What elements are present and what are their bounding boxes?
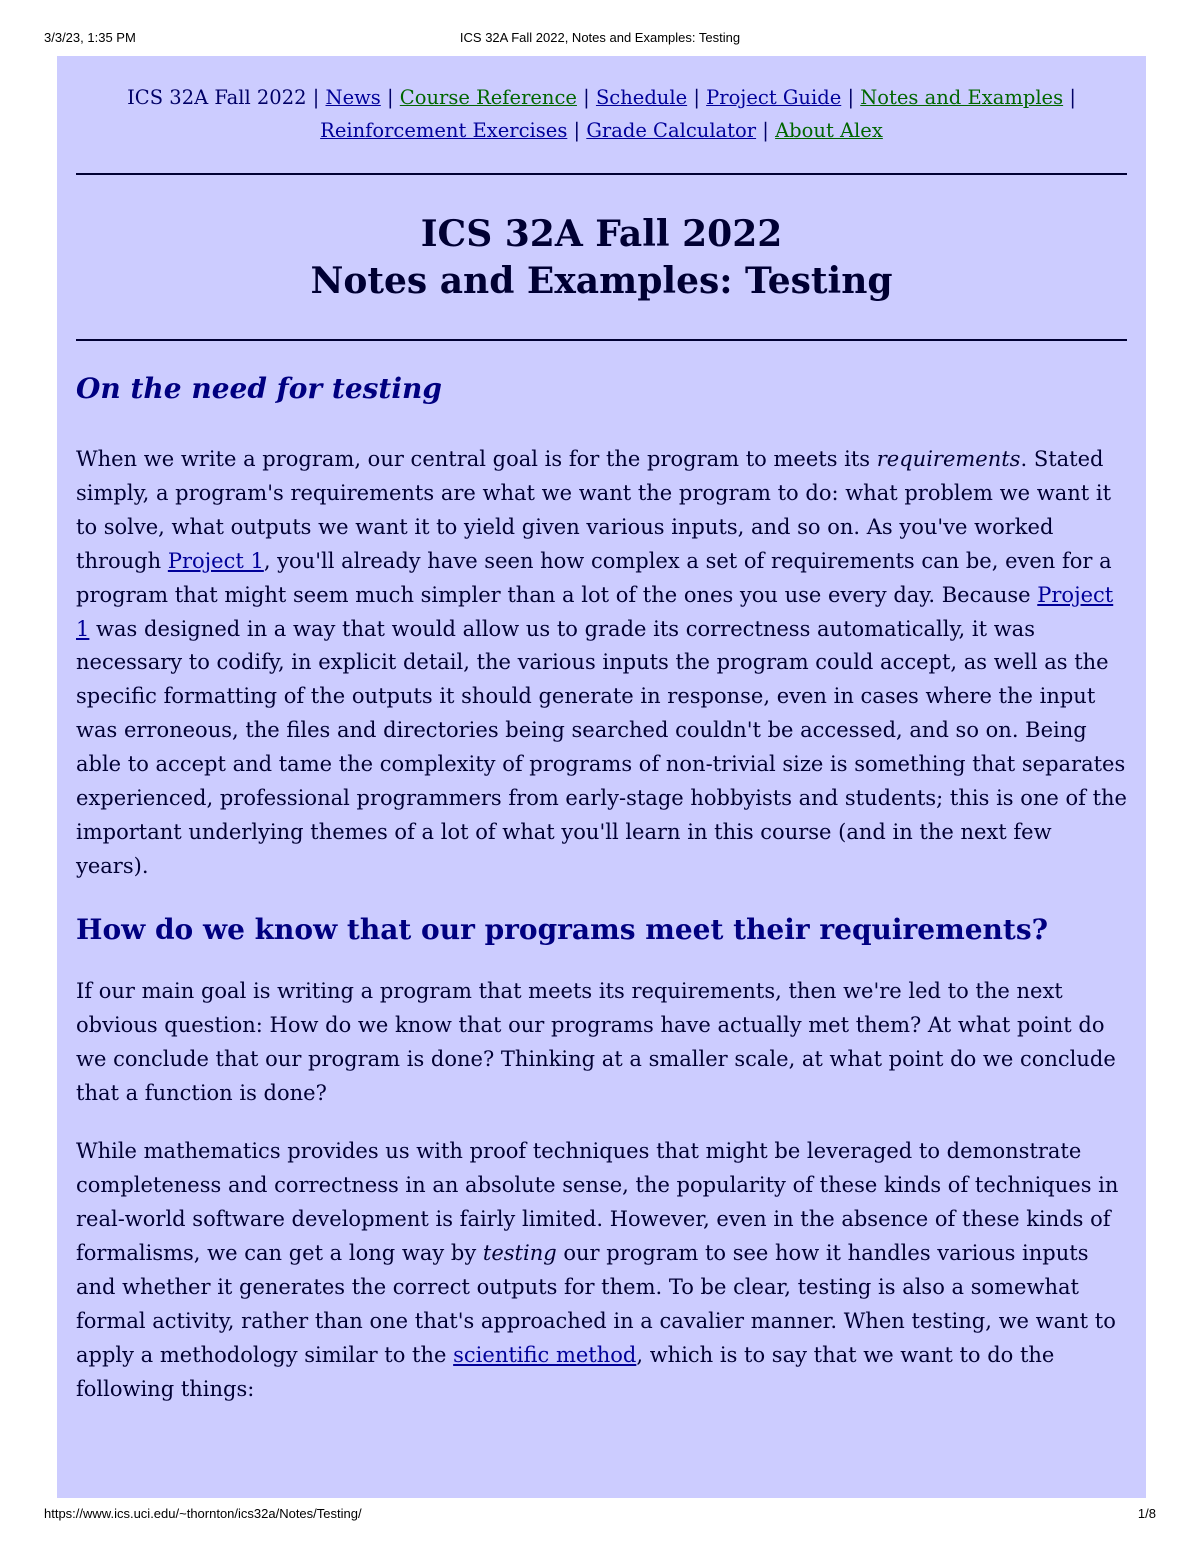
print-header (44, 30, 1156, 50)
title-divider-bottom (76, 339, 1127, 341)
nav-link-about-alex[interactable]: About Alex (775, 119, 883, 142)
section-heading-meet-requirements: How do we know that our programs meet their requirements? (76, 912, 1048, 946)
paragraph-text: , which is to say that we want to do the following things: (76, 1342, 1055, 1401)
nav-link-schedule[interactable]: Schedule (595, 86, 688, 109)
print-url: https://www.ics.uci.edu/~thornton/ics32a/Notes/Testing/ (44, 1506, 362, 1521)
nav-link-course-reference[interactable]: Course Reference (399, 86, 577, 109)
link-scientific-method[interactable]: scientific method (453, 1342, 637, 1367)
section-paragraph: If our main goal is writing a program that meets its requirements, then we're led to the next obvious question: How do we know that our programs have actually met them? At what point do we conclude that our program is done? Thinking at a smaller scale, at what point do we conclude that a function is done? (76, 978, 1116, 1105)
link-project-1[interactable]: Project 1 (167, 548, 264, 573)
link-project-1[interactable]: Project 1 (76, 582, 1114, 641)
nav-separator: | (847, 86, 855, 109)
print-document-title: ICS 32A Fall 2022, Notes and Examples: Testing (459, 30, 741, 45)
page-content (76, 56, 1127, 1407)
paragraph-text: When we write a program, our central goal is for the program to meets its (76, 447, 877, 471)
nav-separator: | (312, 86, 320, 109)
nav-separator: | (387, 86, 394, 109)
nav-link-reinforcement-exercises[interactable]: Reinforcement Exercises (320, 119, 568, 142)
page-title-course: ICS 32A Fall 2022 (420, 213, 783, 255)
paragraph-text: . Stated simply, a program's requirements are what we want the program to do: what problem we want it to solve, what outputs we want it to yield given various inputs, and so on. As you've worked through (76, 447, 1112, 573)
page-title (76, 211, 1127, 305)
paragraph-text: was designed in a way that would allow us to grade its correctness automatically, it was necessary to codify, in explicit detail, the various inputs the program could accept, as well as the specific formatting of the outputs it should generate in response, even in cases where the input was erroneous, the files and directories being searched couldn't be accessed, and so on. Being able to accept and tame the complexity of programs of non-trivial size is something that separates experienced, professional programmers from early-stage hobbyists and students; this is one of the important underlying themes of a lot of what you'll learn in this course (and in the next few years). (76, 616, 1127, 878)
nav-link-project-guide[interactable]: Project Guide (706, 86, 842, 109)
emphasis-testing: testing (482, 1241, 557, 1266)
print-date: 3/3/23, 1:35 PM (44, 30, 136, 45)
paragraph-text: , you'll already have seen how complex a set of requirements can be, even for a program that might seem much simpler than a lot of the ones you use every day. Because (76, 548, 1112, 607)
nav-separator: | (573, 119, 581, 142)
section-paragraph (76, 1135, 1127, 1406)
nav-separator: | (1069, 86, 1076, 109)
course-navbar (76, 81, 1127, 147)
section-heading-need-for-testing: On the need for testing (76, 372, 442, 405)
page-title-topic: Notes and Examples: Testing (310, 260, 893, 302)
nav-course-name: ICS 32A Fall 2022 (127, 86, 307, 109)
section-paragraph (76, 443, 1127, 884)
paragraph-text: While mathematics provides us with proof techniques that might be leveraged to demonstrate completeness and correctness in an absolute sense, the popularity of these kinds of techniques in real-world software development is fairly limited. However, even in the absence of these kinds of formalisms, we can get a long way by (76, 1139, 1119, 1266)
print-footer (44, 1506, 1156, 1526)
nav-link-grade-calculator[interactable]: Grade Calculator (586, 119, 757, 142)
emphasis-requirements: requirements (876, 447, 1021, 471)
nav-separator: | (583, 86, 590, 109)
print-page-number: 1/8 (1137, 1506, 1156, 1521)
nav-link-news[interactable]: News (325, 86, 381, 109)
nav-separator: | (693, 86, 700, 109)
paragraph-text: our program to see how it handles various inputs and whether it generates the correct outputs for them. To be clear, testing is also a somewhat formal activity, rather than one that's approached in a cavalier manner. When testing, we want to apply a methodology similar to the (76, 1241, 1116, 1367)
nav-link-notes-and-examples[interactable]: Notes and Examples (860, 86, 1064, 109)
page-panel (57, 56, 1146, 1498)
title-divider-top (76, 173, 1127, 175)
nav-separator: | (762, 119, 769, 142)
